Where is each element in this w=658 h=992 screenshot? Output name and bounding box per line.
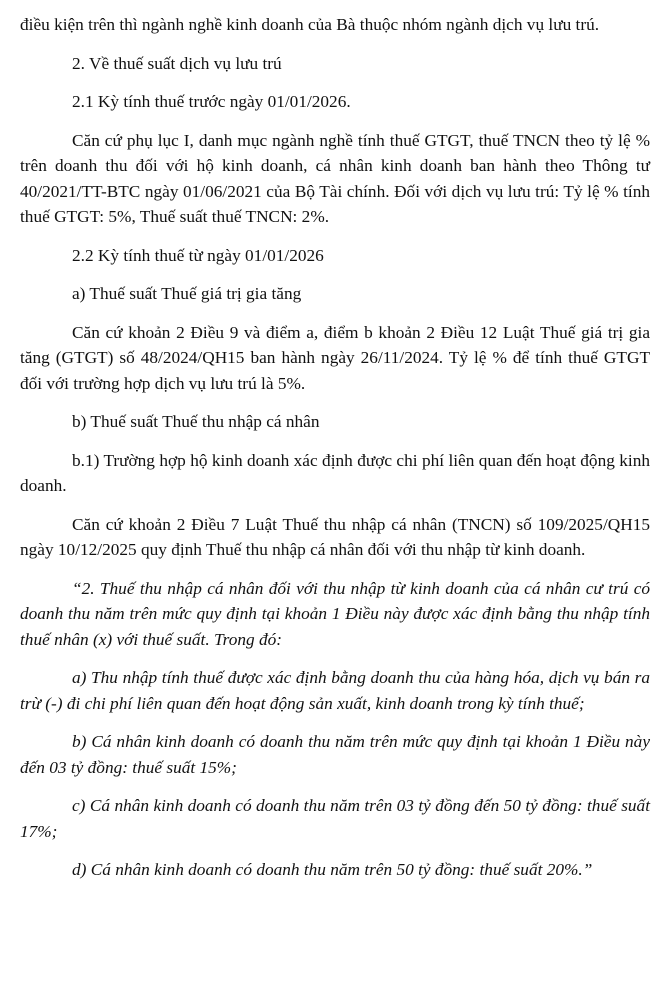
quote-point-c: c) Cá nhân kinh doanh có doanh thu năm trên 03 tỷ đồng đến 50 tỷ đồng: thuế suất 17%; (20, 796, 650, 841)
heading-section-2-2: 2.2 Kỳ tính thuế từ ngày 01/01/2026 (72, 245, 324, 265)
paragraph-pit-law: Căn cứ khoản 2 Điều 7 Luật Thuế thu nhập cá nhân (TNCN) số 109/2025/QH15 ngày 10/12/2025 quy định Thuế thu nhập cá nhân đối với thu nhập từ kinh doanh. (20, 514, 650, 559)
quote-clause-2: “2. Thuế thu nhập cá nhân đối với thu nhập từ kinh doanh của cá nhân cư trú có doanh thu năm trên mức quy định tại khoản 1 Điều này được xác định bằng thu nhập tính thuế nhân (x) với thuế suất. Trong đó: (20, 578, 650, 649)
paragraph-vat-law: Căn cứ khoản 2 Điều 9 và điểm a, điểm b khoản 2 Điều 12 Luật Thuế giá trị gia tăng (GTGT) số 48/2024/QH15 ban hành ngày 26/11/2024. Tỷ lệ % để tính thuế GTGT đối với trường hợp dịch vụ lưu trú là 5%. (20, 322, 650, 393)
paragraph-intro-continuation: điều kiện trên thì ngành nghề kinh doanh của Bà thuộc nhóm ngành dịch vụ lưu trú. (20, 15, 600, 34)
heading-pit-rate: b) Thuế suất Thuế thu nhập cá nhân (72, 412, 320, 431)
paragraph-circular-40: Căn cứ phụ lục I, danh mục ngành nghề tính thuế GTGT, thuế TNCN theo tỷ lệ % trên doanh thu đối với hộ kinh doanh, cá nhân kinh doanh ban hành theo Thông tư 40/2021/TT-BTC ngày 01/06/2021 của Bộ Tài chính. Đối với dịch vụ lưu trú: Tỷ lệ % tính thuế GTGT: 5%, Thuế suất thuế TNCN: 2%. (20, 130, 650, 226)
quote-point-a: a) Thu nhập tính thuế được xác định bằng doanh thu của hàng hóa, dịch vụ bán ra trừ (-) đi chi phí liên quan đến hoạt động sản xuất, kinh doanh trong kỳ tính thuế; (20, 668, 650, 713)
heading-section-2-1: 2.1 Kỳ tính thuế trước ngày 01/01/2026. (72, 92, 351, 111)
quote-point-b: b) Cá nhân kinh doanh có doanh thu năm trên mức quy định tại khoản 1 Điều này đến 03 tỷ đồng: thuế suất 15%; (20, 732, 650, 777)
heading-case-b1: b.1) Trường hợp hộ kinh doanh xác định được chi phí liên quan đến hoạt động kinh doanh. (20, 450, 650, 495)
quote-point-d: d) Cá nhân kinh doanh có doanh thu năm trên 50 tỷ đồng: thuế suất 20%.” (72, 860, 593, 879)
heading-section-2: 2. Về thuế suất dịch vụ lưu trú (72, 53, 282, 73)
document-page (0, 12, 658, 992)
heading-vat-rate: a) Thuế suất Thuế giá trị gia tăng (72, 284, 302, 303)
